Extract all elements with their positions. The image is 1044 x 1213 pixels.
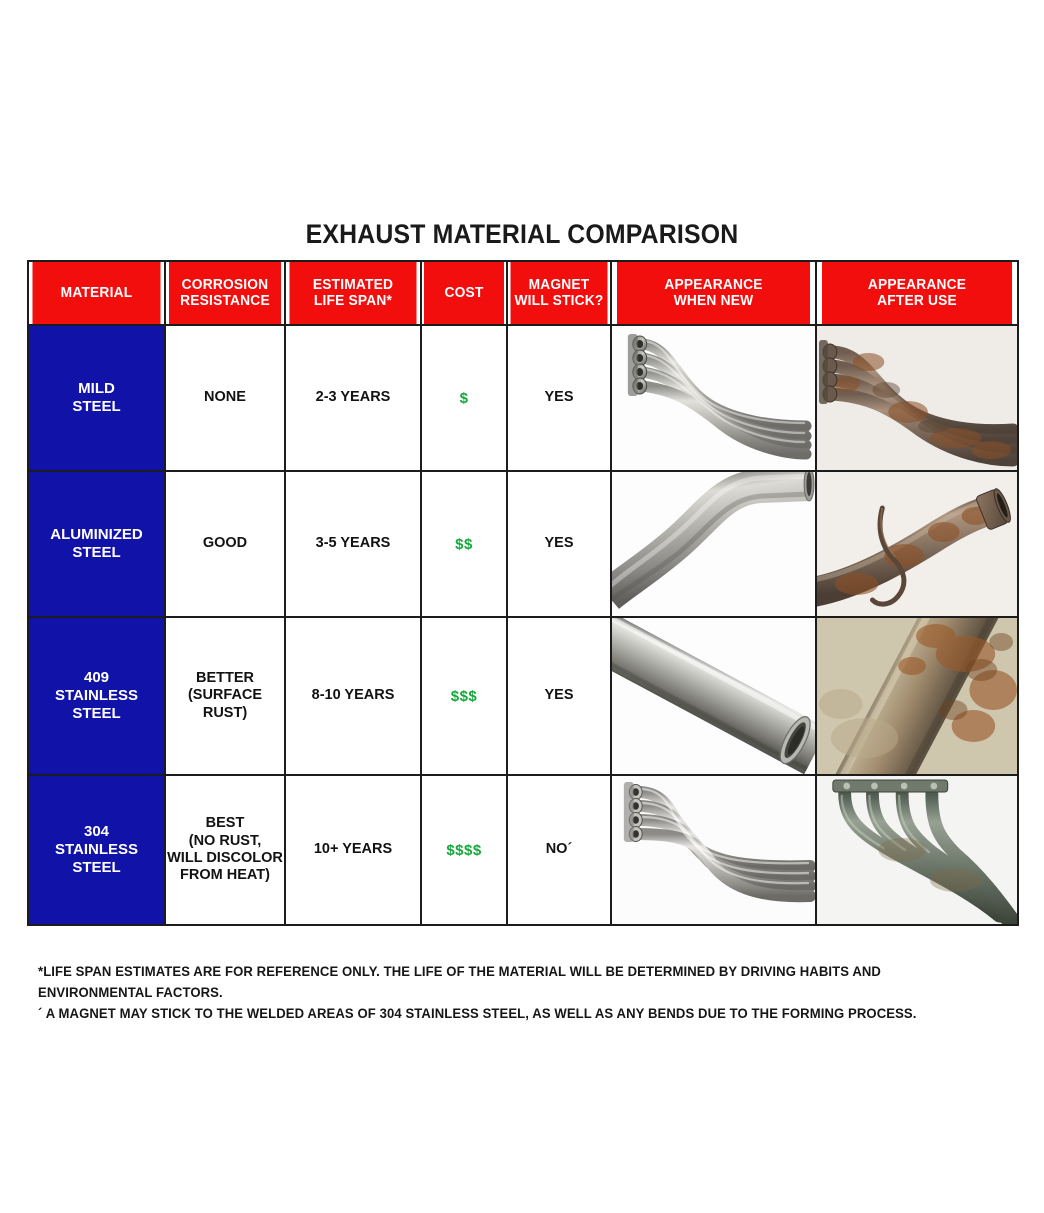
header-line: WILL STICK? (514, 293, 604, 309)
table-row (28, 617, 1018, 775)
header-line: WHEN NEW (673, 293, 754, 309)
cell-appearance-after-use (816, 325, 1018, 471)
corrosion-line: FROM HEAT) (180, 867, 270, 884)
cell-appearance-when-new (611, 471, 816, 617)
cell-magnet: YES (507, 617, 611, 775)
column-header-appearance-after-use (821, 261, 1013, 325)
table-header-row (28, 261, 1018, 325)
header-line: COST (444, 284, 484, 301)
corrosion-line: BETTER (196, 669, 254, 686)
cell-cost: $$$$ (421, 775, 507, 925)
table-row (28, 775, 1018, 925)
cell-corrosion-resistance (165, 471, 285, 617)
cell-corrosion-resistance (165, 617, 285, 775)
material-line: STAINLESS (54, 687, 139, 705)
header-line: ESTIMATED (312, 276, 394, 293)
cell-cost: $$ (421, 471, 507, 617)
cell-material (28, 617, 165, 775)
cell-appearance-after-use (816, 617, 1018, 775)
comparison-table (27, 260, 1019, 926)
corrosion-line: BEST (205, 815, 245, 832)
surface-rusted-tube-photo (817, 618, 1017, 774)
material-line: 409 (83, 669, 110, 687)
corrosion-line: RUST) (202, 704, 248, 721)
page-title: EXHAUST MATERIAL COMPARISON (305, 219, 739, 249)
cell-magnet: YES (507, 325, 611, 471)
table-row (28, 471, 1018, 617)
header-line: APPEARANCE (664, 276, 763, 293)
material-line: STEEL (72, 544, 121, 561)
stainless-headers-photo (612, 326, 815, 470)
column-header-cost (423, 261, 505, 325)
corrosion-line: NONE (204, 389, 246, 406)
header-line: RESISTANCE (180, 293, 270, 309)
cell-corrosion-resistance (165, 325, 285, 471)
cell-cost: $$$ (421, 617, 507, 775)
bent-exhaust-pipe-photo (612, 472, 815, 616)
304-stainless-headers-photo (612, 776, 815, 924)
material-line: STEEL (72, 704, 121, 722)
cell-life-span: 10+ YEARS (285, 775, 421, 925)
corrosion-line: GOOD (202, 535, 248, 552)
header-line: LIFE SPAN* (313, 293, 393, 309)
material-line: STEEL (72, 398, 121, 415)
cell-life-span: 8-10 YEARS (285, 617, 421, 775)
cell-life-span: 2-3 YEARS (285, 325, 421, 471)
cell-material (28, 325, 165, 471)
corrosion-line: (SURFACE (187, 687, 263, 704)
material-line: 304 (83, 823, 110, 841)
header-line: AFTER USE (877, 293, 957, 309)
cell-appearance-when-new (611, 325, 816, 471)
footnote-magnet: ´ A MAGNET MAY STICK TO THE WELDED AREAS OF 304 STAINLESS STEEL, AS WELL AS ANY BENDS DUE TO THE FORMING PROCESS. (38, 1005, 917, 1021)
column-header-estimated-life-span (288, 261, 417, 325)
cell-magnet: NO´ (507, 775, 611, 925)
cell-appearance-after-use (816, 775, 1018, 925)
material-line: MILD (78, 380, 115, 398)
material-line: STAINLESS (54, 841, 139, 859)
cell-life-span: 3-5 YEARS (285, 471, 421, 617)
cell-cost: $ (421, 325, 507, 471)
cell-material (28, 471, 165, 617)
header-line: CORROSION (181, 276, 269, 293)
footnote-life-span: *LIFE SPAN ESTIMATES ARE FOR REFERENCE ONLY. THE LIFE OF THE MATERIAL WILL BE DETERMINED BY DRIVING HABITS AND ENVIRONMENTAL FACTORS. (38, 964, 881, 1000)
cell-material (28, 775, 165, 925)
rusted-pipe-with-hanger-photo (817, 472, 1017, 616)
column-header-magnet-will-stick (510, 261, 609, 325)
cell-appearance-when-new (611, 617, 816, 775)
heat-discolored-headers-photo (817, 776, 1017, 924)
column-header-material (31, 261, 161, 325)
corrosion-line: (NO RUST, (188, 832, 262, 849)
header-line: MAGNET (528, 276, 590, 293)
header-line: APPEARANCE (867, 276, 967, 293)
table-row (28, 325, 1018, 471)
material-line: ALUMINIZED (50, 526, 143, 544)
header-line: MATERIAL (60, 284, 133, 301)
cell-appearance-after-use (816, 471, 1018, 617)
cell-magnet: YES (507, 471, 611, 617)
rusted-headers-photo (817, 326, 1017, 470)
corrosion-line: WILL DISCOLOR (167, 850, 283, 866)
material-line: STEEL (72, 858, 121, 876)
cell-appearance-when-new (611, 775, 816, 925)
column-header-appearance-when-new (616, 261, 811, 325)
straight-polished-tube-photo (612, 618, 815, 774)
footnotes (38, 962, 1018, 1025)
column-header-corrosion-resistance (168, 261, 282, 325)
cell-corrosion-resistance (165, 775, 285, 925)
